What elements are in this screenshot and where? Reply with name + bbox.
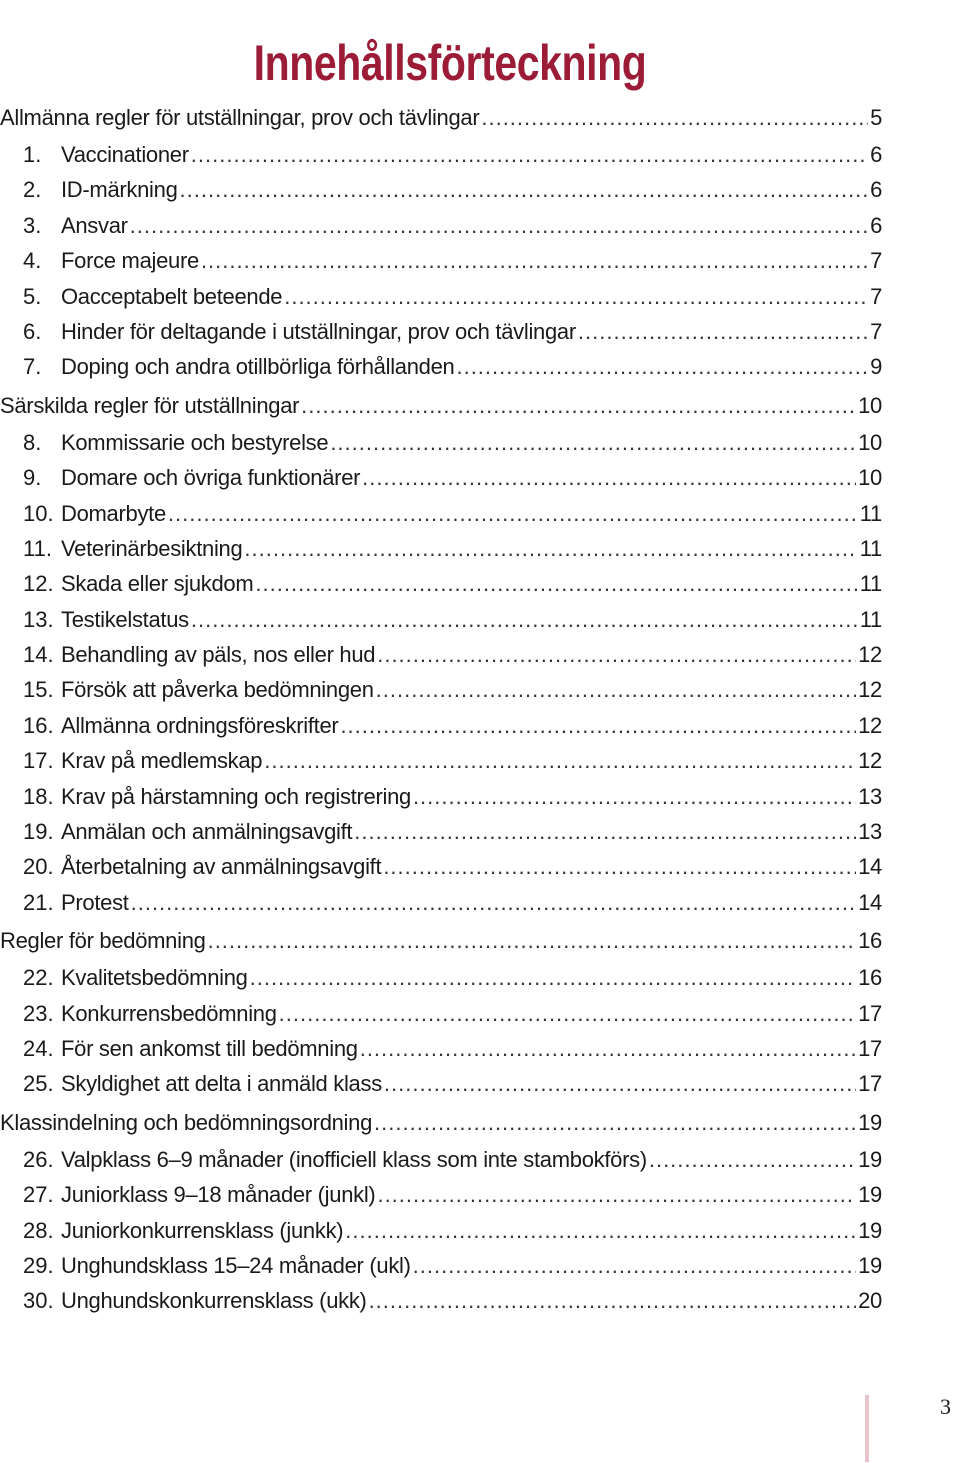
toc-entry-number: 4. — [23, 248, 42, 274]
toc-entry[interactable] — [0, 1213, 882, 1248]
dot-leader — [354, 814, 856, 849]
toc-entry[interactable] — [0, 1031, 882, 1066]
toc-entry-number: 20. — [23, 854, 54, 880]
toc-entry[interactable] — [0, 425, 882, 460]
dot-leader — [279, 996, 856, 1031]
toc-entry-page: 19 — [858, 1182, 882, 1208]
toc-section[interactable] — [0, 1104, 882, 1142]
dot-leader — [180, 172, 869, 207]
toc-entry[interactable] — [0, 172, 882, 207]
toc-entry-page: 12 — [858, 642, 882, 668]
toc-entry-page: 19 — [858, 1217, 882, 1243]
toc-entry-page: 11 — [859, 535, 882, 561]
toc-entry-number: 21. — [23, 889, 54, 915]
toc-entry-page: 17 — [858, 1071, 882, 1097]
toc-entry-number: 15. — [23, 677, 54, 703]
toc-entry-page: 11 — [859, 571, 882, 597]
toc-entry-number: 16. — [23, 712, 54, 738]
toc-entry-page: 6 — [870, 177, 882, 203]
toc-section[interactable] — [0, 922, 882, 960]
toc-entry-label: Force majeure — [61, 248, 199, 274]
toc-entry-page: 10 — [858, 392, 882, 418]
toc-entry[interactable] — [0, 885, 882, 920]
toc-entry-label: Vaccinationer — [61, 142, 189, 167]
toc-entry-label: Anmälan och anmälningsavgift — [61, 819, 353, 845]
dot-leader — [345, 1213, 856, 1248]
toc-entry-label: Krav på medlemskap — [61, 748, 263, 774]
footer-accent-bar — [865, 1395, 869, 1462]
toc-entry[interactable] — [0, 602, 882, 637]
toc-entry-number: 11. — [23, 535, 52, 561]
toc-entry-page: 7 — [870, 248, 882, 274]
toc-entry-number: 28. — [23, 1217, 54, 1243]
toc-entry-label: Oacceptabelt beteende — [61, 283, 283, 309]
toc-entry-label: Försök att påverka bedömningen — [61, 677, 374, 703]
toc-entry-number: 24. — [23, 1035, 54, 1061]
dot-leader — [330, 425, 856, 460]
toc-entry-page: 10 — [858, 429, 882, 455]
toc-entry-label: Allmänna regler för utställningar, prov och tävlingar — [0, 105, 480, 130]
toc-entry-page: 14 — [858, 854, 882, 880]
toc-entry-label: Valpklass 6–9 månader (inofficiell klass som inte stambokförs) — [61, 1146, 647, 1172]
toc-entry-label: Testikelstatus — [61, 606, 189, 632]
toc-entry-page: 19 — [858, 1146, 882, 1172]
toc-entry-number: 13. — [23, 606, 54, 632]
toc-entry-number: 14. — [23, 642, 54, 668]
toc-entry-label: Krav på härstamning och registrering — [61, 783, 411, 809]
toc-entry-page: 12 — [858, 677, 882, 703]
dot-leader — [208, 922, 857, 960]
toc-entry-page: 14 — [858, 889, 882, 915]
toc-entry-label: Ansvar — [61, 212, 128, 238]
toc-entry-label: Protest — [61, 889, 129, 915]
toc-entry[interactable] — [0, 814, 882, 849]
toc-entry-page: 12 — [858, 748, 882, 774]
toc-entry-number: 12. — [23, 571, 54, 597]
toc-entry-page: 7 — [870, 318, 882, 344]
toc-entry[interactable] — [0, 743, 882, 778]
dot-leader — [130, 208, 868, 243]
dot-leader — [301, 387, 856, 425]
toc-entry-page: 19 — [858, 1109, 882, 1135]
toc-section[interactable] — [0, 99, 882, 137]
dot-leader — [649, 1142, 856, 1177]
toc-entry-number: 17. — [23, 748, 54, 774]
toc-entry[interactable] — [0, 779, 882, 814]
toc-entry[interactable] — [0, 208, 882, 243]
toc-entry-number: 25. — [23, 1071, 54, 1097]
toc-entry-number: 1. — [23, 142, 42, 167]
toc-entry-page: 11 — [859, 500, 882, 526]
toc-entry-page: 13 — [858, 783, 882, 809]
dot-leader — [191, 137, 868, 172]
toc-entry-page: 6 — [870, 142, 882, 167]
dot-leader — [360, 1031, 856, 1066]
dot-leader — [383, 849, 856, 884]
dot-leader — [377, 637, 856, 672]
toc-entry-page: 19 — [858, 1252, 882, 1278]
toc-entry-number: 2. — [23, 177, 42, 203]
toc-entry[interactable] — [0, 531, 882, 566]
toc-entry-number: 23. — [23, 1000, 54, 1026]
toc-entry-label: Särskilda regler för utställningar — [0, 392, 300, 418]
toc-entry-label: Behandling av päls, nos eller hud — [61, 642, 376, 668]
dot-leader — [284, 279, 868, 314]
toc-entry[interactable] — [0, 314, 882, 349]
toc-entry[interactable] — [0, 637, 882, 672]
page-number: 3 — [940, 1394, 951, 1419]
toc-entry-label: Konkurrensbedömning — [61, 1000, 277, 1026]
dot-leader — [377, 1177, 856, 1212]
toc-entry-number: 10. — [23, 500, 54, 526]
toc-entry-number: 26. — [23, 1146, 54, 1172]
dot-leader — [413, 1248, 856, 1283]
page-title: Innehållsförteckning — [253, 34, 647, 91]
toc-section[interactable] — [0, 387, 882, 425]
toc-entry[interactable] — [0, 566, 882, 601]
toc-entry-page: 6 — [870, 212, 882, 238]
toc-entry-number: 8. — [23, 429, 42, 455]
toc-entry-number: 6. — [23, 318, 42, 344]
toc-entry[interactable] — [0, 1066, 882, 1101]
toc-entry[interactable] — [0, 137, 882, 172]
toc-entry-label: ID-märkning — [61, 177, 178, 203]
toc-entry-label: Unghundskonkurrensklass (ukk) — [61, 1288, 367, 1314]
toc-entry-label: Skyldighet att delta i anmäld klass — [61, 1071, 382, 1097]
toc-entry-page: 10 — [858, 465, 882, 491]
toc-entry-number: 27. — [23, 1182, 54, 1208]
toc-entry-number: 3. — [23, 212, 42, 238]
dot-leader — [481, 99, 868, 137]
toc-entry-page: 17 — [858, 1035, 882, 1061]
dot-leader — [384, 1066, 856, 1101]
toc-entry-label: Kommissarie och bestyrelse — [61, 429, 329, 455]
dot-leader — [168, 496, 858, 531]
toc-entry-page: 5 — [870, 105, 882, 130]
toc-entry-label: Domarbyte — [61, 500, 166, 526]
toc-entry-page: 16 — [858, 965, 882, 991]
toc-entry-label: Klassindelning och bedömningsordning — [0, 1109, 373, 1135]
toc-entry-label: Juniorklass 9–18 månader (junkl) — [61, 1182, 376, 1208]
dot-leader — [369, 1283, 857, 1318]
toc-entry-number: 9. — [23, 465, 42, 491]
toc-entry-page: 9 — [870, 354, 882, 380]
toc-entry-label: Regler för bedömning — [0, 928, 206, 954]
dot-leader — [340, 708, 856, 743]
toc-entry-page: 11 — [859, 606, 882, 632]
toc-entry[interactable] — [0, 349, 882, 384]
toc-entry-page: 12 — [858, 712, 882, 738]
toc-entry[interactable] — [0, 960, 882, 995]
toc-entry[interactable] — [0, 849, 882, 884]
dot-leader — [191, 602, 858, 637]
toc-entry[interactable] — [0, 672, 882, 707]
toc-entry[interactable] — [0, 1248, 882, 1283]
dot-leader — [578, 314, 868, 349]
dot-leader — [250, 960, 857, 995]
dot-leader — [362, 460, 856, 495]
toc-entry-label: Hinder för deltagande i utställningar, prov och tävlingar — [61, 318, 576, 344]
toc-entry[interactable] — [0, 460, 882, 495]
toc-entry-page: 13 — [858, 819, 882, 845]
toc-entry-number: 22. — [23, 965, 54, 991]
toc-entry[interactable] — [0, 1283, 882, 1318]
toc-entry-label: Domare och övriga funktionärer — [61, 465, 361, 491]
toc-entry-label: För sen ankomst till bedömning — [61, 1035, 358, 1061]
dot-leader — [264, 743, 856, 778]
toc-entry[interactable] — [0, 996, 882, 1031]
toc-entry-number: 7. — [23, 354, 42, 380]
dot-leader — [374, 1104, 856, 1142]
toc-entry-page: 20 — [858, 1288, 882, 1314]
toc-entry[interactable] — [0, 243, 882, 278]
toc-entry-label: Veterinärbesiktning — [61, 535, 243, 561]
toc-entry[interactable] — [0, 1177, 882, 1212]
dot-leader — [244, 531, 857, 566]
toc-entry-number: 19. — [23, 819, 54, 845]
dot-leader — [255, 566, 857, 601]
toc-entry-label: Doping och andra otillbörliga förhållanden — [61, 354, 455, 380]
toc-entry-number: 29. — [23, 1252, 54, 1278]
toc-entry-page: 17 — [858, 1000, 882, 1026]
toc-entry-number: 30. — [23, 1288, 54, 1314]
toc-entry-label: Juniorkonkurrensklass (junkk) — [61, 1217, 344, 1243]
toc-entry-label: Kvalitetsbedömning — [61, 965, 248, 991]
toc-entry-page: 7 — [870, 283, 882, 309]
toc-entry-number: 18. — [23, 783, 54, 809]
toc-entry[interactable] — [0, 708, 882, 743]
dot-leader — [376, 672, 856, 707]
toc-entry[interactable] — [0, 1142, 882, 1177]
toc-entry[interactable] — [0, 279, 882, 314]
toc-entry[interactable] — [0, 496, 882, 531]
table-of-contents — [0, 97, 882, 1319]
dot-leader — [456, 349, 868, 384]
dot-leader — [201, 243, 868, 278]
dot-leader — [413, 779, 856, 814]
toc-entry-page: 16 — [858, 928, 882, 954]
toc-entry-number: 5. — [23, 283, 42, 309]
dot-leader — [131, 885, 857, 920]
toc-entry-label: Unghundsklass 15–24 månader (ukl) — [61, 1252, 411, 1278]
toc-entry-label: Återbetalning av anmälningsavgift — [61, 854, 382, 880]
toc-entry-label: Skada eller sjukdom — [61, 571, 254, 597]
toc-entry-label: Allmänna ordningsföreskrifter — [61, 712, 339, 738]
